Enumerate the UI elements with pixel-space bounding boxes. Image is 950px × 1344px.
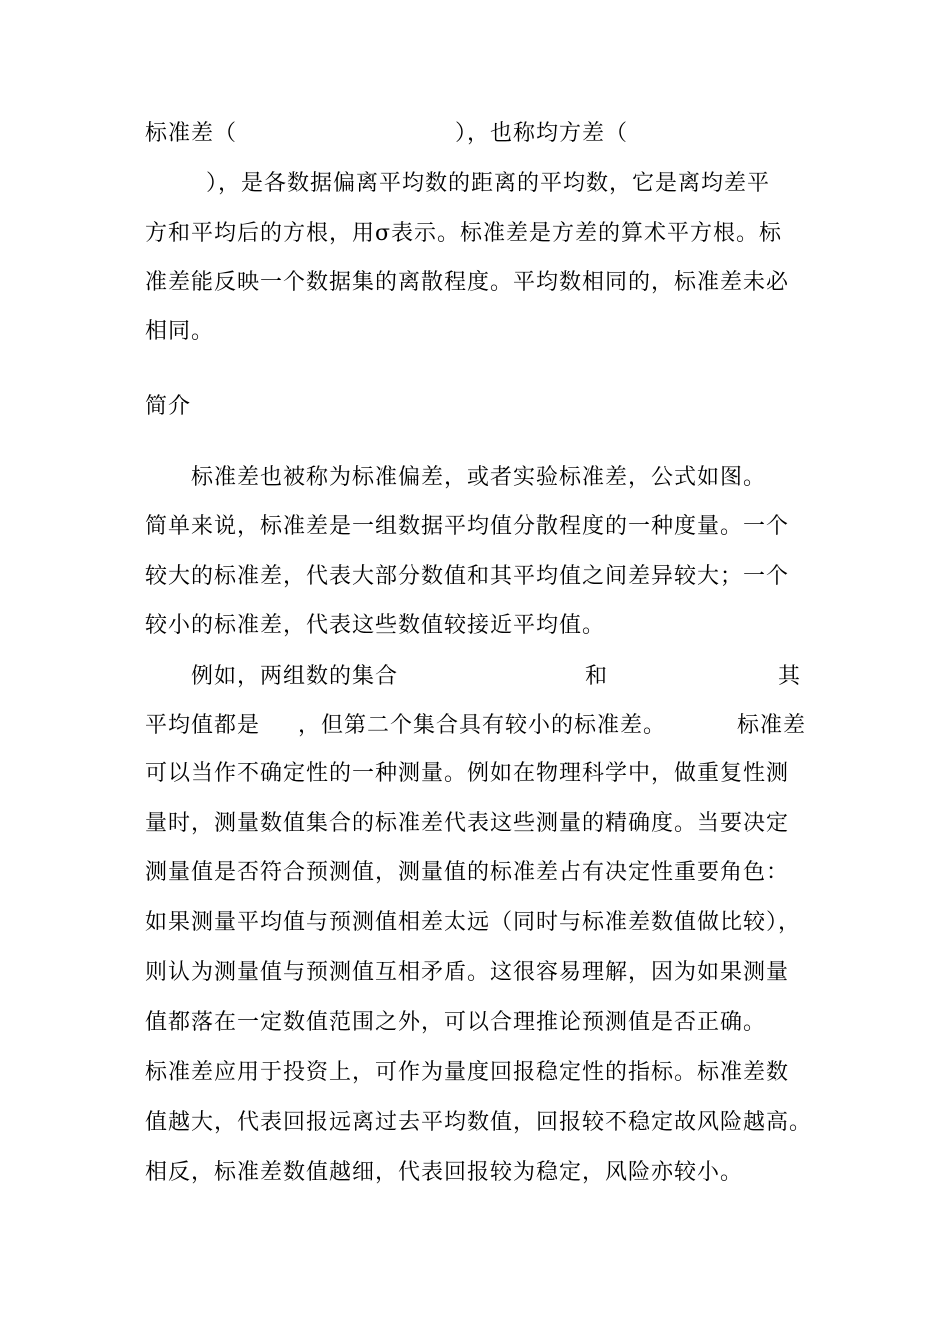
- body-text: 和: [585, 664, 609, 689]
- body-text: 值都落在一定数值范围之外，可以合理推论预测值是否正确。: [145, 1010, 767, 1035]
- body-text: 例如，两组数的集合: [191, 664, 399, 689]
- intro-text: 准差能反映一个数据集的离散程度。平均数相同的，标准差未必: [145, 270, 790, 295]
- body-text: 标准差也被称为标准偏差，或者实验标准差，公式如图。: [191, 465, 767, 490]
- body-text: 值越大，代表回报远离过去平均数值，回报较不稳定故风险越高。: [145, 1110, 813, 1135]
- body-text: 平均值都是: [145, 713, 261, 738]
- intro-text: ），是各数据偏离平均数的距离的平均数，它是离均差平: [206, 171, 771, 196]
- intro-text: ），也称均方差（: [455, 121, 629, 146]
- intro-text: 相同。: [145, 319, 215, 344]
- body-text: 如果测量平均值与预测值相差太远（同时与标准差数值做比较），: [145, 910, 802, 935]
- body-text: 标准差应用于投资上，可作为量度回报稳定性的指标。标准差数: [145, 1060, 790, 1085]
- body-text: 可以当作不确定性的一种测量。例如在物理科学中，做重复性测: [145, 761, 790, 786]
- body-text: 则认为测量值与预测值互相矛盾。这很容易理解，因为如果测量: [145, 960, 790, 985]
- body-text: 较大的标准差，代表大部分数值和其平均值之间差异较大；一个: [145, 564, 790, 589]
- body-text: 标准差: [737, 713, 807, 738]
- body-text: 其: [778, 664, 802, 689]
- body-text: 量时，测量数值集合的标准差代表这些测量的精确度。当要决定: [145, 811, 790, 836]
- body-text: 相反，标准差数值越细，代表回报较为稳定，风险亦较小。: [145, 1160, 744, 1185]
- body-text: 较小的标准差，代表这些数值较接近平均值。: [145, 613, 606, 638]
- intro-text: 标准差（: [145, 121, 238, 146]
- intro-text: 方和平均后的方根，用σ表示。标准差是方差的算术平方根。标: [145, 221, 783, 246]
- body-text: 测量值是否符合预测值，测量值的标准差占有决定性重要角色：: [145, 860, 790, 885]
- section-heading: 简介: [145, 394, 192, 419]
- body-text: 简单来说，标准差是一组数据平均值分散程度的一种度量。一个: [145, 514, 790, 539]
- body-text: ，但第二个集合具有较小的标准差。: [298, 713, 667, 738]
